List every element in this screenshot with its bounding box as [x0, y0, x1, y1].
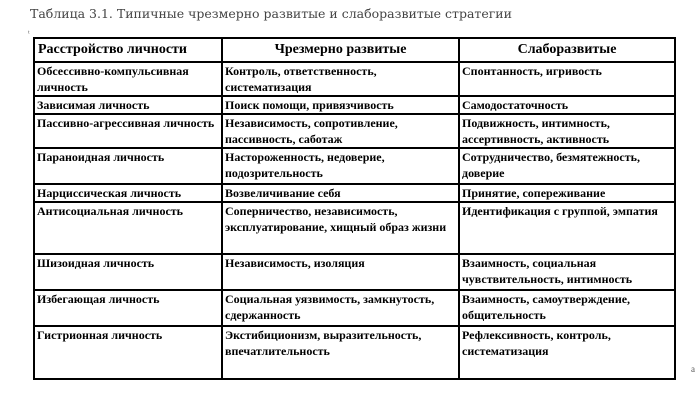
cell-underdeveloped: Принятие, сопереживание — [459, 184, 675, 202]
cell-overdeveloped: Социальная уязвимость, замкнутость, сдержанность — [222, 290, 459, 326]
table-row — [34, 254, 675, 290]
cell-disorder: Параноидная личность — [34, 148, 222, 184]
cell-overdeveloped: Поиск помощи, привязчивость — [222, 96, 459, 114]
header-underdeveloped: Слаборазвитые — [459, 38, 675, 62]
table-row — [34, 148, 675, 184]
cell-disorder: Обсессивно-компульсивная личность — [34, 62, 222, 96]
header-row — [34, 38, 675, 62]
strategies-table — [33, 37, 676, 380]
cell-overdeveloped: Независимость, сопротивление, пассивность, саботаж — [222, 114, 459, 148]
cell-overdeveloped: Контроль, ответственность, систематизация — [222, 62, 459, 96]
cell-underdeveloped: Идентификация с группой, эмпатия — [459, 202, 675, 254]
table-row — [34, 202, 675, 254]
table-row — [34, 114, 675, 148]
header-overdeveloped: Чрезмерно развитые — [222, 38, 459, 62]
corner-mark: ᵗ — [28, 28, 30, 38]
cell-underdeveloped: Самодостаточность — [459, 96, 675, 114]
cell-underdeveloped: Подвижность, интимность, ассертивность, активность — [459, 114, 675, 148]
table-row — [34, 326, 675, 379]
header-disorder: Расстройство личности — [34, 38, 222, 62]
table-row — [34, 96, 675, 114]
cell-underdeveloped: Взаимность, самоутверждение, общительность — [459, 290, 675, 326]
cell-overdeveloped: Настороженность, недоверие, подозрительность — [222, 148, 459, 184]
cell-underdeveloped: Взаимность, социальная чувствительность, интимность — [459, 254, 675, 290]
cell-disorder: Антисоциальная личность — [34, 202, 222, 254]
cell-underdeveloped: Сотрудничество, безмятежность, доверие — [459, 148, 675, 184]
cell-underdeveloped: Спонтанность, игривость — [459, 62, 675, 96]
cell-disorder: Избегающая личность — [34, 290, 222, 326]
cell-disorder: Нарциссическая личность — [34, 184, 222, 202]
cell-disorder: Зависимая личность — [34, 96, 222, 114]
table-row — [34, 184, 675, 202]
cell-overdeveloped: Независимость, изоляция — [222, 254, 459, 290]
cell-overdeveloped: Возвеличивание себя — [222, 184, 459, 202]
cell-disorder: Пассивно-агрессивная личность — [34, 114, 222, 148]
cell-disorder: Шизоидная личность — [34, 254, 222, 290]
cell-underdeveloped: Рефлексивность, контроль, систематизация — [459, 326, 675, 379]
cell-overdeveloped: Соперничество, независимость, эксплуатирование, хищный образ жизни — [222, 202, 459, 254]
table-caption: Таблица 3.1. Типичные чрезмерно развитые и слаборазвитые стратегии — [30, 6, 512, 21]
table-row — [34, 290, 675, 326]
cell-disorder: Гистрионная личность — [34, 326, 222, 379]
cell-overdeveloped: Экстибиционизм, выразительность, впечатлительность — [222, 326, 459, 379]
edge-mark: a — [691, 364, 695, 374]
table-row — [34, 62, 675, 96]
